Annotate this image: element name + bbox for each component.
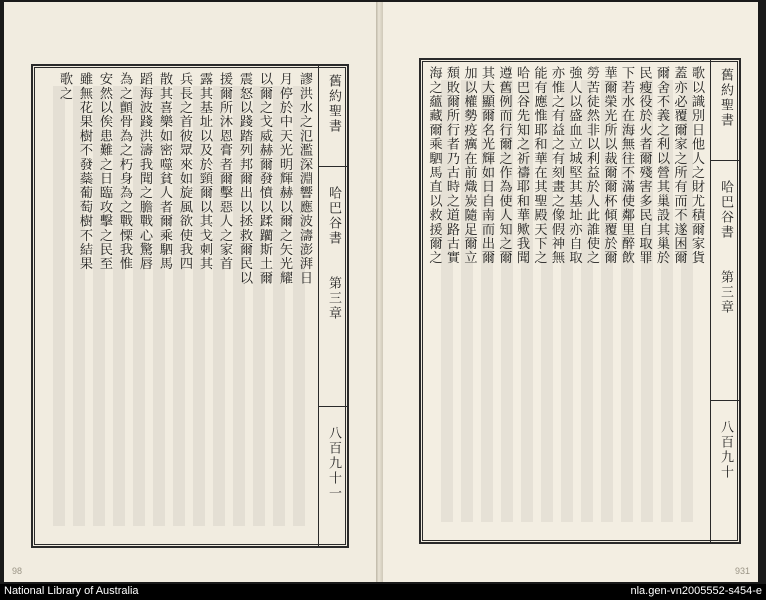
- text-column: 援爾所沐恩膏者爾擊惡人之家首: [217, 72, 232, 271]
- text-column: 下若水在海無往不滿使鄰里醉飲: [619, 66, 634, 265]
- text-column: 強人以盛血立城堅其基址亦自取: [567, 66, 582, 265]
- text-column: 爾舍不義之利以營其巢設其巢於: [654, 66, 669, 265]
- text-column: 為之顫骨為之朽身為之戰慄我惟: [117, 72, 132, 271]
- text-column: 月停於中天光明輝赫以爾之矢光耀: [277, 72, 292, 285]
- left-page-text-body: [39, 72, 313, 540]
- text-column: 頹敗爾所行者乃古時之道路古實: [444, 66, 459, 265]
- page-number: 八百九十一: [326, 426, 341, 501]
- right-page: [383, 2, 758, 582]
- section-title: 哈巴谷書: [718, 180, 733, 240]
- library-credit: National Library of Australia: [4, 585, 139, 597]
- page-number: 八百九十: [718, 420, 733, 480]
- book-title: 舊約聖書: [718, 68, 733, 128]
- corner-mark: 98: [12, 566, 23, 576]
- text-column: 其大顯爾名光輝如日自南而出爾: [479, 66, 494, 265]
- chapter-title: 第三章: [718, 270, 733, 315]
- chapter-title: 第三章: [326, 276, 341, 321]
- text-column: 以爾之戈威赫爾發憤以蹂躪斯土爾: [257, 72, 272, 285]
- text-column: 民瘦役於火者爾殘害多民自取罪: [637, 66, 652, 265]
- strip-divider: [319, 166, 347, 167]
- text-column: 雖無花果樹不發蘂葡萄樹不結果: [77, 72, 92, 271]
- right-page-frame: [419, 58, 741, 544]
- text-column: 加以權勢疫癘在前熾炭隨足爾立: [462, 66, 477, 265]
- left-header-strip: [318, 66, 347, 546]
- text-column: 能有應惟耶和華在其聖殿天下之: [532, 66, 547, 265]
- text-column: 遵舊例而行爾之作為使人知之爾: [497, 66, 512, 265]
- strip-divider: [711, 400, 739, 401]
- strip-divider: [319, 406, 347, 407]
- section-title: 哈巴谷書: [326, 186, 341, 246]
- text-column: 歌以識別日他人之財尤積爾家貨: [689, 66, 704, 265]
- text-column: 亦惟之有益之有刻畫之像假神無: [549, 66, 564, 265]
- left-page-frame: [31, 64, 349, 548]
- text-column: 勞苦徒然非以利益於人此誰使之: [584, 66, 599, 265]
- right-page-text-body: [427, 66, 705, 536]
- text-column: 華爾榮光所以裁爾爾杯傾覆於爾: [602, 66, 617, 265]
- text-column: 散其喜樂如密噬貧人者爾乘駟馬: [157, 72, 172, 271]
- book-title: 舊約聖書: [326, 74, 341, 134]
- record-identifier: nla.gen-vn2005552-s454-e: [630, 585, 762, 597]
- text-column: 哈巴谷先知之祈禱耶和華歟我聞: [514, 66, 529, 265]
- text-column: 兵長之首彼眾來如旋風欲使我四: [177, 72, 192, 271]
- text-column: 歌之: [57, 72, 72, 101]
- text-column: 露其基址以及於頸爾以其戈刺其: [197, 72, 212, 271]
- text-column: 海之蘊藏爾乘駟馬直以救援爾之: [427, 66, 442, 265]
- strip-divider: [711, 160, 739, 161]
- corner-mark: 931: [734, 566, 750, 576]
- text-column: 謬洪水之氾濫深淵響應波濤澎湃日: [297, 72, 312, 285]
- right-header-strip: [710, 60, 739, 542]
- text-column: 震怒以踐踏列邦爾出以拯救爾民以: [237, 72, 252, 285]
- left-page: [4, 2, 376, 582]
- book-gutter: [376, 2, 383, 582]
- footer-bar: [0, 584, 766, 600]
- text-column: 蓋亦必覆爾家之所有而不遂困爾: [672, 66, 687, 265]
- text-column: 安然以俟患難之日臨攻擊之民至: [97, 72, 112, 271]
- text-column: 蹈海波踐洪濤我聞之膽戰心驚唇: [137, 72, 152, 271]
